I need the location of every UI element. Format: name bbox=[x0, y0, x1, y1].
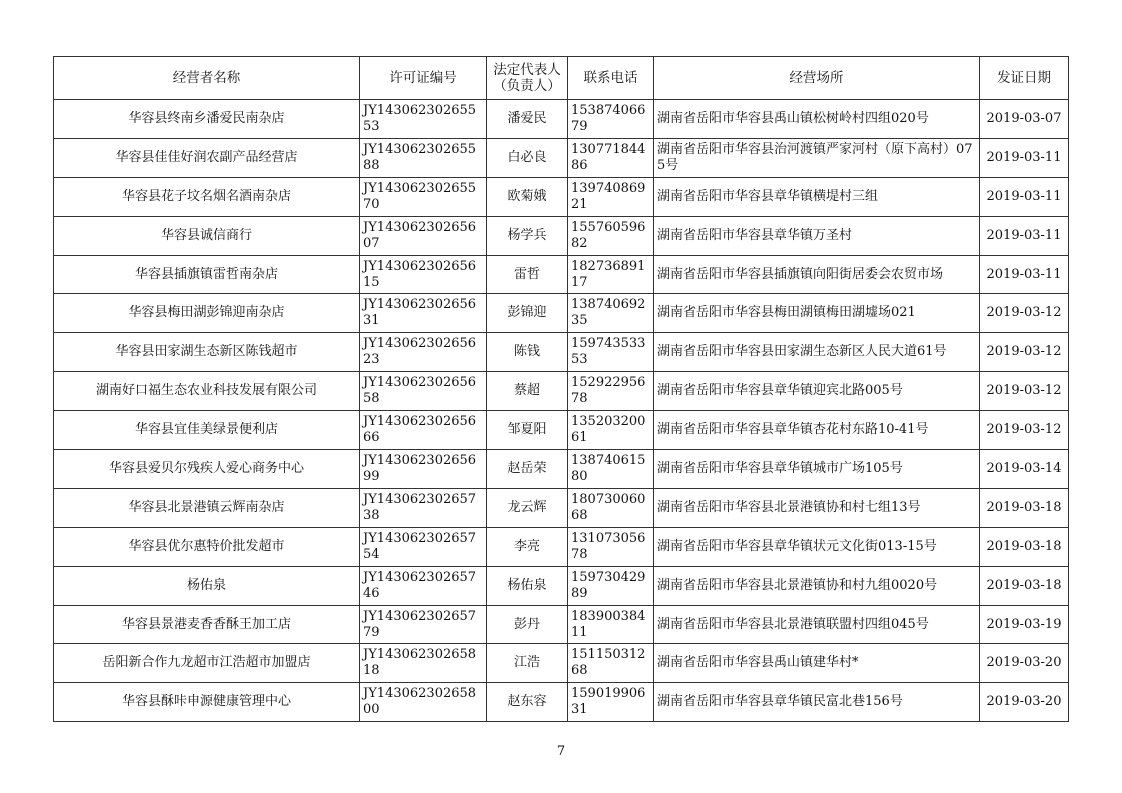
table-row bbox=[54, 411, 1069, 450]
cell-name: 华容县宜佳美绿景便利店 bbox=[54, 411, 360, 450]
cell-date: 2019-03-12 bbox=[980, 372, 1069, 411]
cell-date: 2019-03-11 bbox=[980, 216, 1069, 255]
cell-license: JY14306230265615 bbox=[360, 255, 487, 294]
cell-address: 湖南省岳阳市华容县章华镇万圣村 bbox=[654, 216, 980, 255]
cell-license: JY14306230265658 bbox=[360, 372, 487, 411]
cell-representative: 赵岳荣 bbox=[487, 450, 568, 489]
cell-representative: 龙云辉 bbox=[487, 488, 568, 527]
cell-phone: 13520320061 bbox=[568, 411, 654, 450]
header-row bbox=[54, 57, 1069, 100]
cell-date: 2019-03-11 bbox=[980, 177, 1069, 216]
cell-address: 湖南省岳阳市华容县章华镇迎宾北路005号 bbox=[654, 372, 980, 411]
permit-table bbox=[53, 56, 1069, 722]
header-rep-line1: 法定代表人 bbox=[493, 62, 561, 78]
cell-name: 华容县花子坟名烟名酒南杂店 bbox=[54, 177, 360, 216]
cell-license: JY14306230265588 bbox=[360, 138, 487, 177]
cell-date: 2019-03-18 bbox=[980, 488, 1069, 527]
table-header bbox=[54, 57, 1069, 100]
cell-license: JY14306230265666 bbox=[360, 411, 487, 450]
cell-address: 湖南省岳阳市华容县章华镇横堤村三组 bbox=[654, 177, 980, 216]
cell-address: 湖南省岳阳市华容县北景港镇联盟村四组045号 bbox=[654, 605, 980, 644]
cell-license: JY14306230265746 bbox=[360, 566, 487, 605]
table-row bbox=[54, 683, 1069, 722]
cell-address: 湖南省岳阳市华容县插旗镇向阳街居委会农贸市场 bbox=[654, 255, 980, 294]
cell-representative: 陈钱 bbox=[487, 333, 568, 372]
cell-phone: 13107305678 bbox=[568, 527, 654, 566]
table-row bbox=[54, 450, 1069, 489]
cell-address: 湖南省岳阳市华容县北景港镇协和村九组0020号 bbox=[654, 566, 980, 605]
cell-address: 湖南省岳阳市华容县章华镇杏花村东路10-41号 bbox=[654, 411, 980, 450]
header-phone: 联系电话 bbox=[568, 57, 654, 100]
cell-address: 湖南省岳阳市华容县梅田湖镇梅田湖墟场021 bbox=[654, 294, 980, 333]
table-row bbox=[54, 644, 1069, 683]
cell-license: JY14306230265623 bbox=[360, 333, 487, 372]
cell-license: JY14306230265553 bbox=[360, 100, 487, 139]
cell-phone: 18273689117 bbox=[568, 255, 654, 294]
cell-address: 湖南省岳阳市华容县禹山镇建华村* bbox=[654, 644, 980, 683]
table-row bbox=[54, 333, 1069, 372]
cell-address: 湖南省岳阳市华容县北景港镇协和村七组13号 bbox=[654, 488, 980, 527]
cell-representative: 雷哲 bbox=[487, 255, 568, 294]
cell-phone: 13874061580 bbox=[568, 450, 654, 489]
cell-phone: 13974086921 bbox=[568, 177, 654, 216]
cell-representative: 江浩 bbox=[487, 644, 568, 683]
header-name: 经营者名称 bbox=[54, 57, 360, 100]
table-row bbox=[54, 177, 1069, 216]
cell-name: 华容县插旗镇雷哲南杂店 bbox=[54, 255, 360, 294]
cell-license: JY14306230265779 bbox=[360, 605, 487, 644]
table-row bbox=[54, 100, 1069, 139]
cell-representative: 欧菊娥 bbox=[487, 177, 568, 216]
cell-name: 华容县诚信商行 bbox=[54, 216, 360, 255]
cell-representative: 白必良 bbox=[487, 138, 568, 177]
table-row bbox=[54, 294, 1069, 333]
table-row bbox=[54, 527, 1069, 566]
cell-phone: 15576059682 bbox=[568, 216, 654, 255]
cell-phone: 18073006068 bbox=[568, 488, 654, 527]
cell-address: 湖南省岳阳市华容县章华镇民富北巷156号 bbox=[654, 683, 980, 722]
cell-phone: 13874069235 bbox=[568, 294, 654, 333]
header-rep-line2: （负责人） bbox=[493, 78, 561, 94]
header-license: 许可证编号 bbox=[360, 57, 487, 100]
cell-phone: 15387406679 bbox=[568, 100, 654, 139]
cell-phone: 15974353353 bbox=[568, 333, 654, 372]
cell-date: 2019-03-19 bbox=[980, 605, 1069, 644]
cell-address: 湖南省岳阳市华容县禹山镇松树岭村四组020号 bbox=[654, 100, 980, 139]
cell-license: JY14306230265754 bbox=[360, 527, 487, 566]
cell-date: 2019-03-11 bbox=[980, 255, 1069, 294]
cell-name: 华容县梅田湖彭锦迎南杂店 bbox=[54, 294, 360, 333]
cell-date: 2019-03-20 bbox=[980, 683, 1069, 722]
table-row bbox=[54, 372, 1069, 411]
cell-license: JY14306230265738 bbox=[360, 488, 487, 527]
cell-license: JY14306230265607 bbox=[360, 216, 487, 255]
cell-license: JY14306230265631 bbox=[360, 294, 487, 333]
cell-representative: 李亮 bbox=[487, 527, 568, 566]
table-row bbox=[54, 566, 1069, 605]
cell-name: 华容县酥咔申源健康管理中心 bbox=[54, 683, 360, 722]
cell-representative: 杨佑泉 bbox=[487, 566, 568, 605]
cell-address: 湖南省岳阳市华容县章华镇状元文化街013-15号 bbox=[654, 527, 980, 566]
table-body bbox=[54, 100, 1069, 722]
cell-date: 2019-03-12 bbox=[980, 333, 1069, 372]
header-date: 发证日期 bbox=[980, 57, 1069, 100]
cell-date: 2019-03-20 bbox=[980, 644, 1069, 683]
cell-representative: 彭丹 bbox=[487, 605, 568, 644]
cell-representative: 杨学兵 bbox=[487, 216, 568, 255]
cell-address: 湖南省岳阳市华容县章华镇城市广场105号 bbox=[654, 450, 980, 489]
cell-name: 华容县终南乡潘爱民南杂店 bbox=[54, 100, 360, 139]
table-row bbox=[54, 138, 1069, 177]
cell-name: 华容县北景港镇云辉南杂店 bbox=[54, 488, 360, 527]
cell-date: 2019-03-12 bbox=[980, 411, 1069, 450]
cell-representative: 蔡超 bbox=[487, 372, 568, 411]
cell-phone: 13077184486 bbox=[568, 138, 654, 177]
table-row bbox=[54, 216, 1069, 255]
cell-license: JY14306230265570 bbox=[360, 177, 487, 216]
cell-address: 湖南省岳阳市华容县治河渡镇严家河村（原下高村）075号 bbox=[654, 138, 980, 177]
cell-name: 华容县佳佳好润农副产品经营店 bbox=[54, 138, 360, 177]
page-number: 7 bbox=[556, 744, 566, 759]
cell-name: 华容县田家湖生态新区陈钱超市 bbox=[54, 333, 360, 372]
cell-date: 2019-03-07 bbox=[980, 100, 1069, 139]
cell-representative: 赵东容 bbox=[487, 683, 568, 722]
cell-phone: 15115031268 bbox=[568, 644, 654, 683]
table-row bbox=[54, 488, 1069, 527]
cell-name: 华容县景港麦香香酥王加工店 bbox=[54, 605, 360, 644]
header-representative bbox=[487, 57, 568, 100]
cell-license: JY14306230265699 bbox=[360, 450, 487, 489]
table-row bbox=[54, 255, 1069, 294]
cell-date: 2019-03-18 bbox=[980, 566, 1069, 605]
cell-phone: 15292295678 bbox=[568, 372, 654, 411]
cell-address: 湖南省岳阳市华容县田家湖生态新区人民大道61号 bbox=[654, 333, 980, 372]
document-page bbox=[53, 56, 1068, 722]
cell-phone: 15973042989 bbox=[568, 566, 654, 605]
cell-date: 2019-03-12 bbox=[980, 294, 1069, 333]
cell-representative: 潘爱民 bbox=[487, 100, 568, 139]
table-row bbox=[54, 605, 1069, 644]
cell-date: 2019-03-11 bbox=[980, 138, 1069, 177]
cell-phone: 15901990631 bbox=[568, 683, 654, 722]
cell-name: 湖南好口福生态农业科技发展有限公司 bbox=[54, 372, 360, 411]
header-address: 经营场所 bbox=[654, 57, 980, 100]
cell-representative: 邹夏阳 bbox=[487, 411, 568, 450]
cell-date: 2019-03-18 bbox=[980, 527, 1069, 566]
cell-representative: 彭锦迎 bbox=[487, 294, 568, 333]
cell-phone: 18390038411 bbox=[568, 605, 654, 644]
cell-license: JY14306230265818 bbox=[360, 644, 487, 683]
cell-name: 杨佑泉 bbox=[54, 566, 360, 605]
cell-date: 2019-03-14 bbox=[980, 450, 1069, 489]
cell-name: 岳阳新合作九龙超市江浩超市加盟店 bbox=[54, 644, 360, 683]
cell-name: 华容县优尔惠特价批发超市 bbox=[54, 527, 360, 566]
cell-name: 华容县爱贝尔残疾人爱心商务中心 bbox=[54, 450, 360, 489]
cell-license: JY14306230265800 bbox=[360, 683, 487, 722]
